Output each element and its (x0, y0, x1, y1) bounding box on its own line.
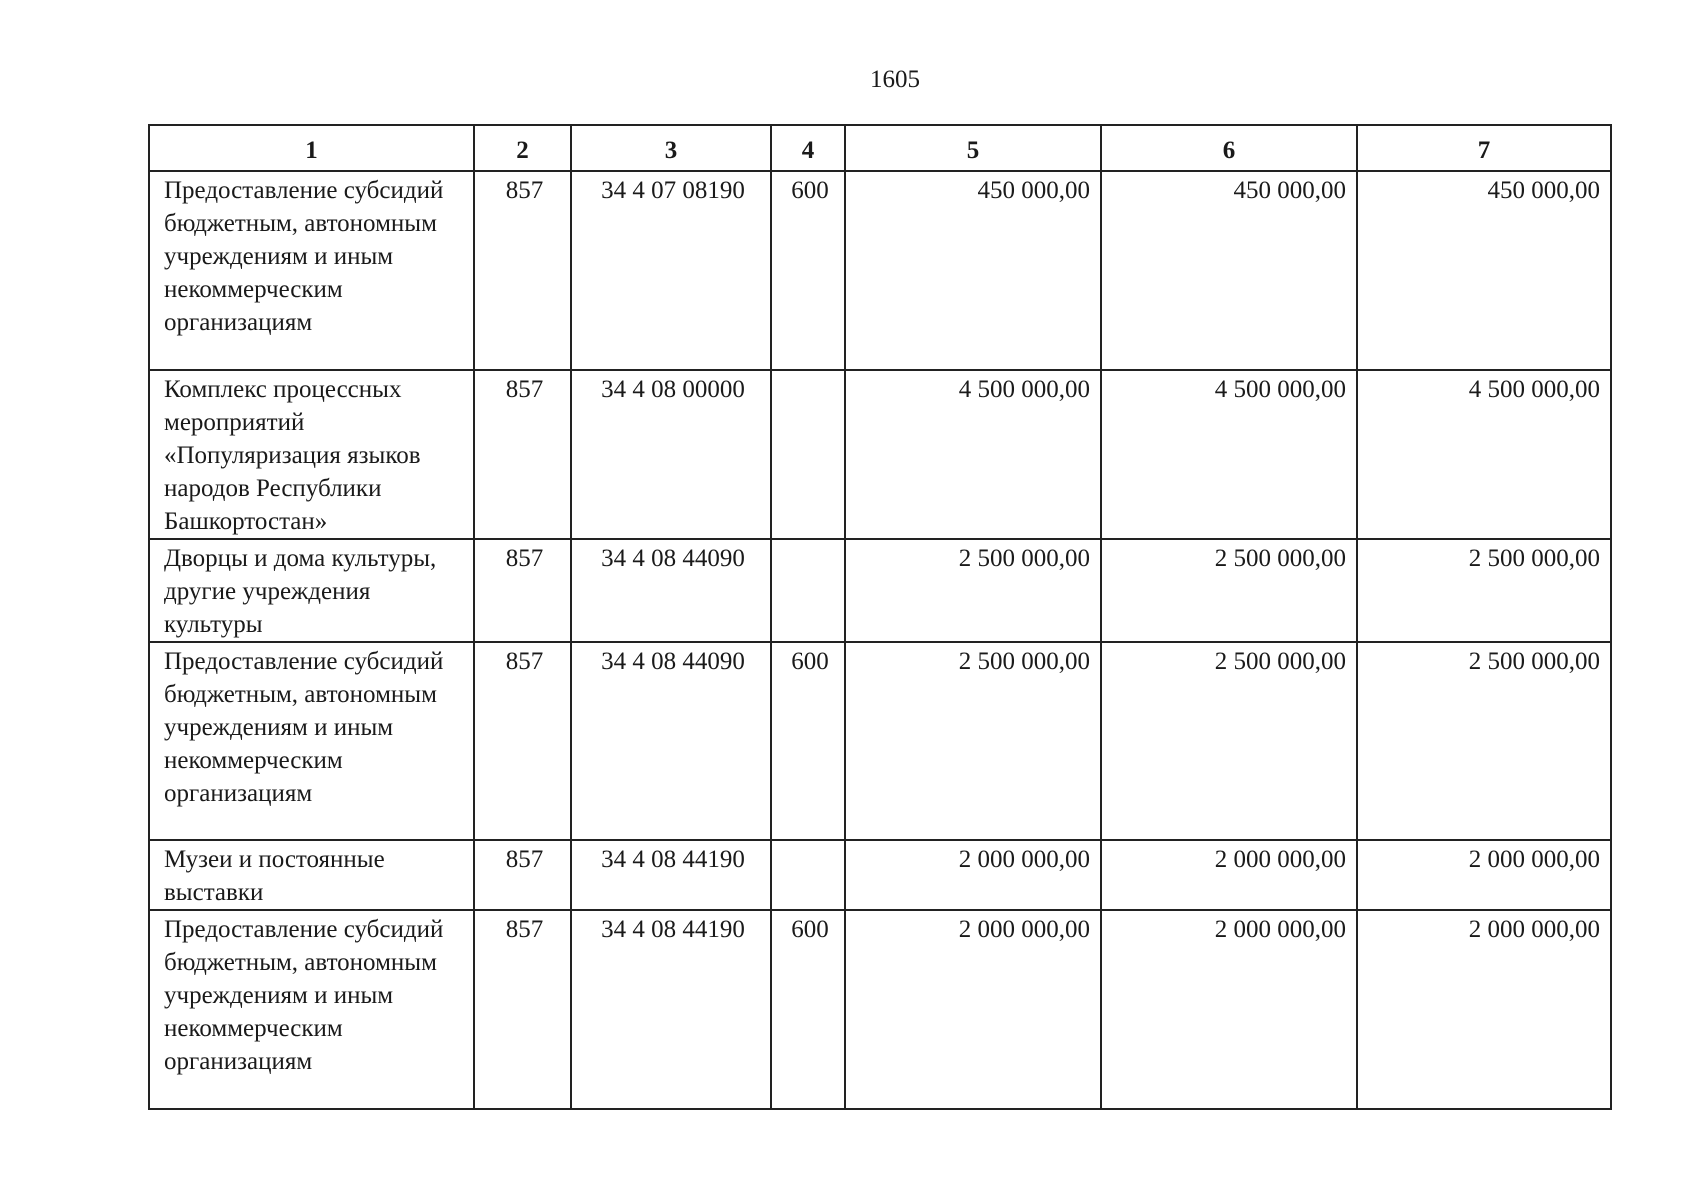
table-row (149, 171, 1611, 370)
row-col2: 857 (474, 539, 571, 642)
table-row (149, 910, 1611, 1109)
row-col2: 857 (474, 642, 571, 840)
row-col2: 857 (474, 910, 571, 1109)
row-col2: 857 (474, 171, 571, 370)
row-name: Дворцы и дома культуры, другие учреждения культуры (149, 539, 474, 642)
row-col6: 2 000 000,00 (1101, 910, 1357, 1109)
header-col-1: 1 (149, 125, 474, 171)
row-col5: 4 500 000,00 (845, 370, 1101, 539)
row-col6: 2 500 000,00 (1101, 539, 1357, 642)
page-number: 1605 (870, 66, 920, 93)
header-col-2: 2 (474, 125, 571, 171)
header-col-5: 5 (845, 125, 1101, 171)
row-col6: 2 500 000,00 (1101, 642, 1357, 840)
row-col3: 34 4 08 44190 (571, 910, 771, 1109)
table-row (149, 539, 1611, 642)
header-col-7: 7 (1357, 125, 1611, 171)
budget-table (148, 124, 1612, 1110)
row-col3: 34 4 08 44190 (571, 840, 771, 910)
row-col7: 4 500 000,00 (1357, 370, 1611, 539)
row-name: Музеи и постоянные выставки (149, 840, 474, 910)
table-row (149, 840, 1611, 910)
row-col7: 2 500 000,00 (1357, 642, 1611, 840)
row-col4: 600 (771, 910, 845, 1109)
row-col4: 600 (771, 642, 845, 840)
table-row (149, 370, 1611, 539)
row-col3: 34 4 08 44090 (571, 539, 771, 642)
row-name: Комплекс процессных мероприятий «Популяризация языков народов Республики Башкортостан» (149, 370, 474, 539)
row-col7: 2 000 000,00 (1357, 840, 1611, 910)
row-col4 (771, 370, 845, 539)
row-col6: 4 500 000,00 (1101, 370, 1357, 539)
header-col-6: 6 (1101, 125, 1357, 171)
row-col7: 2 500 000,00 (1357, 539, 1611, 642)
row-col5: 2 000 000,00 (845, 840, 1101, 910)
row-col4: 600 (771, 171, 845, 370)
row-name: Предоставление субсидий бюджетным, автономным учреждениям и иным некоммерческим организациям (149, 171, 474, 370)
row-col4 (771, 539, 845, 642)
row-col5: 2 500 000,00 (845, 642, 1101, 840)
row-name: Предоставление субсидий бюджетным, автономным учреждениям и иным некоммерческим организациям (149, 910, 474, 1109)
row-col3: 34 4 08 00000 (571, 370, 771, 539)
table-header-row (149, 125, 1611, 171)
header-col-4: 4 (771, 125, 845, 171)
row-name: Предоставление субсидий бюджетным, автономным учреждениям и иным некоммерческим организациям (149, 642, 474, 840)
row-col3: 34 4 07 08190 (571, 171, 771, 370)
row-col6: 2 000 000,00 (1101, 840, 1357, 910)
row-col4 (771, 840, 845, 910)
row-col5: 2 500 000,00 (845, 539, 1101, 642)
row-col2: 857 (474, 840, 571, 910)
row-col5: 450 000,00 (845, 171, 1101, 370)
table-row (149, 642, 1611, 840)
row-col5: 2 000 000,00 (845, 910, 1101, 1109)
header-col-3: 3 (571, 125, 771, 171)
row-col3: 34 4 08 44090 (571, 642, 771, 840)
row-col7: 2 000 000,00 (1357, 910, 1611, 1109)
row-col6: 450 000,00 (1101, 171, 1357, 370)
row-col7: 450 000,00 (1357, 171, 1611, 370)
row-col2: 857 (474, 370, 571, 539)
